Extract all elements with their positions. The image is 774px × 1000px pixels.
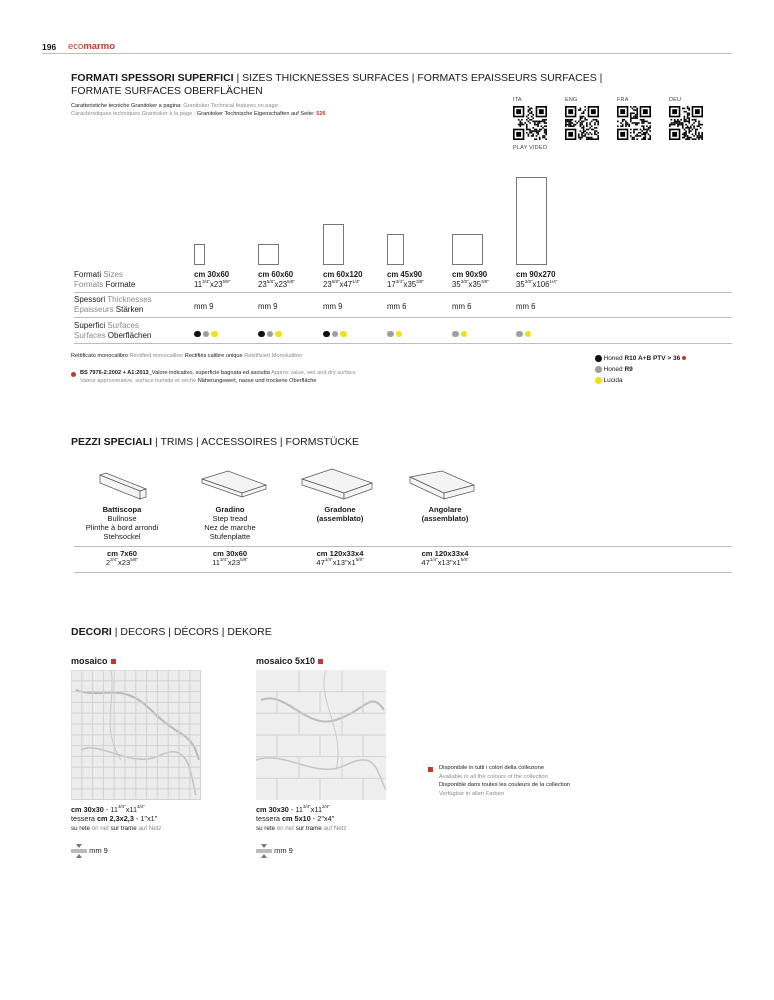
legend-item-honed-r10: Honed R10 A+B PTV > 36 (595, 353, 688, 364)
format-thickness: mm 6 (387, 302, 407, 311)
format-size-cm: cm 90x270 (516, 270, 556, 279)
format-size-cm: cm 60x60 (258, 270, 294, 279)
format-thickness: mm 9 (258, 302, 278, 311)
format-size-cm: cm 45x90 (387, 270, 423, 279)
legend-item-honed-r9: Honed R9 (595, 364, 688, 375)
gradone-illustration (302, 469, 372, 499)
trims-illustrations (80, 465, 560, 505)
format-surface-dots (516, 325, 533, 343)
bullnose-illustration (100, 473, 146, 499)
page-number: 196 (42, 42, 57, 52)
technical-features-note: Caratteristiche tecniche Granitoker a pagina: Granitoker Technical features on page: Caractéristiques techniques Granitoker à la page : Granitoker Technische Eigenschaften auf Seite: 526 (71, 103, 326, 117)
format-size-cm: cm 90x90 (452, 270, 488, 279)
format-surface-dots (387, 325, 404, 343)
decors-title: DECORI | DECORS | DÉCORS | DEKORE (71, 626, 272, 638)
row-label-surfaces: Superfici Surfaces Surfaces Oberflächen (74, 321, 152, 340)
thickness-icon (256, 844, 272, 858)
qr-ita[interactable] (513, 97, 553, 145)
trims-title: PEZZI SPECIALI | TRIMS | ACCESSOIRES | FORMSTÜCKE (71, 436, 360, 448)
format-shape-90x270 (516, 177, 547, 265)
trim-name: Gradone (assemblato) (316, 505, 364, 523)
black-dot-icon (194, 331, 201, 338)
red-square-icon (318, 659, 323, 664)
format-shape-90x90 (452, 234, 483, 265)
format-size-inches: $35^{3/8"}x106^{1/4"}$ (516, 279, 558, 289)
yellow-dot-icon (275, 331, 282, 338)
mosaic-2-3-swatch (71, 670, 201, 800)
format-thickness: mm 6 (452, 302, 472, 311)
format-thickness: mm 9 (323, 302, 343, 311)
surface-legend (595, 353, 688, 386)
format-shape-30x60 (194, 244, 205, 265)
yellow-dot-icon (461, 331, 468, 338)
thickness-icon (71, 844, 87, 858)
format-thickness: mm 6 (516, 302, 536, 311)
trim-name: Gradino Step tread Nez de marche Stufenplatte (204, 505, 256, 541)
format-surface-dots (323, 325, 349, 343)
brand-logo: ecomarmo (68, 41, 116, 52)
grey-dot-icon (267, 331, 274, 338)
format-column-header (452, 270, 489, 290)
format-column-header (516, 270, 557, 290)
format-column-header (258, 270, 295, 290)
grey-dot-icon (595, 366, 602, 373)
mosaic-5x10-specs: cm $30x30 - 11^{3/4"}x11^{3/4"}$ tessera cm 5x10 - 2"x4" su rete on net sur trame auf Netz (256, 804, 347, 832)
black-dot-icon (323, 331, 330, 338)
qr-fra[interactable] (617, 97, 657, 145)
format-shape-60x60 (258, 244, 279, 265)
qr-eng[interactable] (565, 97, 605, 145)
format-surface-dots (194, 325, 220, 343)
qr-code-icon[interactable] (617, 106, 651, 140)
legend-item-lucida: Lucida (595, 375, 688, 386)
qr-deu[interactable] (669, 97, 709, 145)
yellow-dot-icon (211, 331, 218, 338)
qr-language-label: ITA (513, 97, 522, 103)
format-surface-dots (258, 325, 284, 343)
yellow-dot-icon (525, 331, 532, 338)
grey-dot-icon (516, 331, 523, 338)
format-size-inches: $17^{3/4"}x35^{3/8"}$ (387, 279, 424, 289)
table-divider (74, 546, 732, 547)
table-divider (74, 317, 732, 318)
table-divider (74, 343, 732, 344)
red-square-icon (428, 767, 433, 772)
trim-name: Angolare (assemblato) (421, 505, 469, 523)
trim-name: Battiscopa Bullnose Plinthe à bord arrondi Stehsockel (85, 505, 159, 541)
grey-dot-icon (332, 331, 339, 338)
red-dot-marker (71, 372, 76, 377)
mosaic-5x10-thickness: mm 9 (256, 844, 293, 858)
header-divider (42, 53, 732, 54)
red-dot-icon (682, 356, 686, 360)
table-divider (74, 572, 732, 573)
format-column-header (387, 270, 424, 290)
qr-language-label: DEU (669, 97, 682, 103)
trim-size: cm 7x60 $2^{3/4"}x23^{5/8"}$ (105, 549, 139, 567)
format-shape-45x90 (387, 234, 404, 265)
red-square-icon (111, 659, 116, 664)
trim-size: cm 30x60 $11^{3/4"}x23^{5/8"}$ (212, 549, 248, 567)
format-column-header (194, 270, 230, 290)
mosaic-specs: cm $30x30 - 11^{3/4"}x11^{3/4"}$ tessera cm 2,3x2,3 - 1"x1" su rete on net sur trame auf Netz (71, 804, 162, 832)
row-label-thickness: Spessori Thicknesses Epaisseurs Stärken (74, 295, 152, 314)
mosaic-5x10-title: mosaico 5x10 (256, 656, 323, 666)
format-size-cm: cm 30x60 (194, 270, 230, 279)
availability-note: Disponibile in tutti i colori della collezione Available in all the colours of the collection Disponible dans toutes les couleurs de la collection Verfügbar in allen Farben (439, 765, 571, 797)
format-size-inches: $23^{5/8"}x23^{5/8"}$ (258, 279, 295, 289)
qr-code-icon[interactable] (513, 106, 547, 140)
black-dot-icon (595, 355, 602, 362)
format-thickness: mm 9 (194, 302, 214, 311)
format-size-inches: $11^{3/4"}x23^{5/8"}$ (194, 279, 231, 289)
bs-standard-note: BS 7976-2:2002 + A1:2013_Valore indicativo, superficie bagnata ed asciutta Approx value, wet and dry surface Valeur approximative, surface humide et sèche Näherungswert, nasse und trockene Oberfläche (80, 370, 356, 384)
step-tread-illustration (202, 471, 266, 497)
qr-language-label: ENG (565, 97, 578, 103)
grey-dot-icon (452, 331, 459, 338)
grey-dot-icon (387, 331, 394, 338)
format-size-inches: $35^{3/8"}x35^{3/8"}$ (452, 279, 489, 289)
black-dot-icon (258, 331, 265, 338)
format-size-inches: $23^{5/8"}x47^{1/4"}$ (323, 279, 360, 289)
yellow-dot-icon (340, 331, 347, 338)
formats-title: FORMATI SPESSORI SUPERFICI | SIZES THICKNESSES SURFACES | FORMATS EPAISSEURS SURFACES | FORMATE SURFACES OBERFLÄCHEN (71, 72, 603, 97)
qr-code-icon[interactable] (669, 106, 703, 140)
trim-size: cm 120x33x4 $47^{1/4"}x13"x1^{5/8"}$ (316, 549, 364, 567)
play-video-label[interactable]: PLAY VIDEO (513, 145, 548, 151)
rectified-note: Rettificato monocalibro Rectified monocaliber Rectifiés calibre unique Rektifiziert Monokaliber (71, 353, 303, 359)
format-size-cm: cm 60x120 (323, 270, 363, 279)
mosaic-thickness: mm 9 (71, 844, 108, 858)
grey-dot-icon (203, 331, 210, 338)
qr-code-icon[interactable] (565, 106, 599, 140)
yellow-dot-icon (396, 331, 403, 338)
qr-language-label: FRA (617, 97, 629, 103)
format-shape-60x120 (323, 224, 344, 265)
trim-size: cm 120x33x4 $47^{1/4"}x13"x1^{5/8"}$ (421, 549, 469, 567)
table-divider (74, 292, 732, 293)
format-column-header (323, 270, 362, 290)
row-label-formats: Formati Sizes Formats Formate (74, 270, 136, 289)
angolare-illustration (410, 471, 474, 499)
yellow-dot-icon (595, 377, 602, 384)
mosaic-5x10-swatch (256, 670, 386, 800)
format-surface-dots (452, 325, 469, 343)
mosaic-title: mosaico (71, 656, 116, 666)
